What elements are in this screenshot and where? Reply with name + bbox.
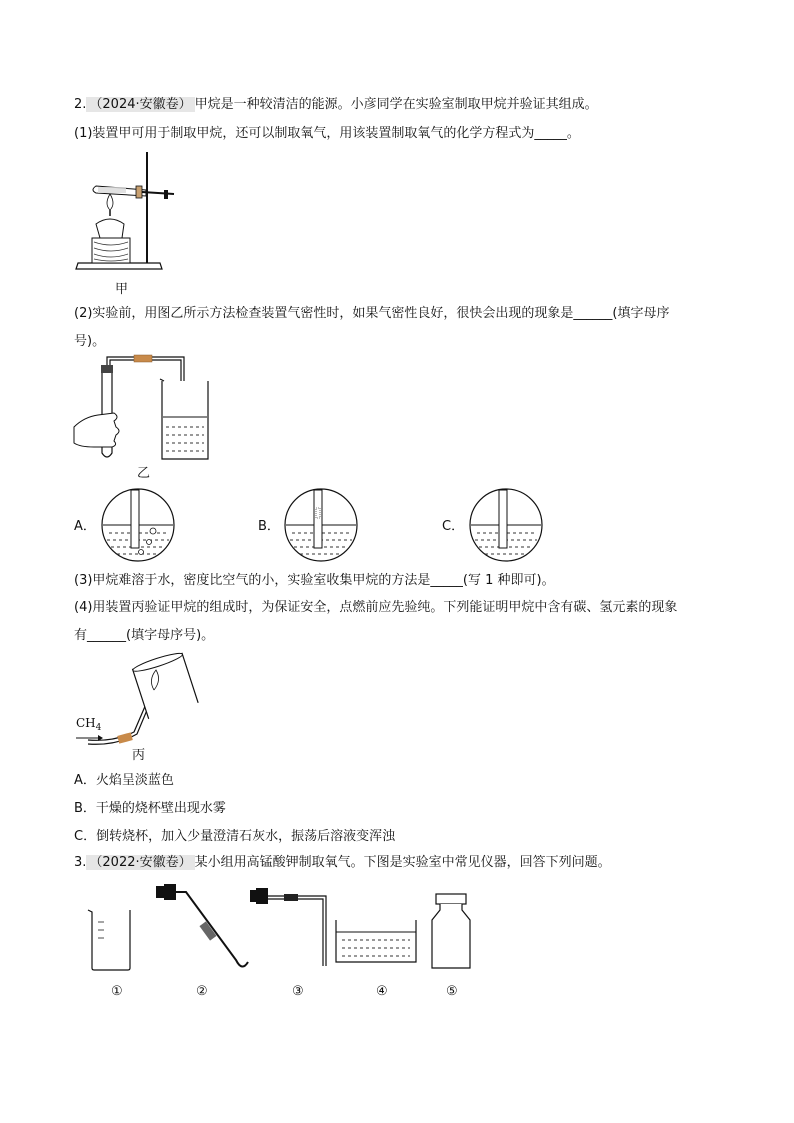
instrument-label-4: ④ [376,984,388,999]
q2-stem-text: 甲烷是一种较清洁的能源。小彦同学在实验室制取甲烷并验证其组成。 [194,97,598,112]
option-a-figure [101,488,175,566]
q2-part4-line1: (4)用装置丙验证甲烷的组成时，为保证安全，点燃前应先验纯。下列能证明甲烷中含有碳、氢元素的现象 [74,600,678,615]
option-c-figure [469,488,543,566]
q2-option-c: C．倒转烧杯，加入少量澄清石灰水，振荡后溶液变浑浊 [74,829,396,844]
instrument-label-1: ① [111,984,123,999]
q3-stem-text: 某小组用高锰酸钾制取氧气。下图是实验室中常见仪器，回答下列问题。 [194,855,611,870]
q2-option-b: B．干燥的烧杯壁出现水雾 [74,801,226,816]
q3-source-tag: （2022·安徽卷） [86,855,194,870]
q2-part2-line1: (2)实验前，用图乙所示方法检查装置气密性时，如果气密性良好，很快会出现的现象是______(填字母序 [74,306,670,321]
instrument-label-3: ③ [292,984,304,999]
option-c-drawing [469,488,543,562]
instrument-label-2: ② [196,984,208,999]
apparatus-yi-drawing [74,355,214,465]
apparatus-jia-figure [74,150,174,279]
water-trough-instrument [336,920,416,962]
q2-number: 2. [74,97,87,112]
q2-stem [74,96,598,114]
stopper-long-tube-instrument [250,888,326,966]
option-b-figure [284,488,358,566]
ch4-text: CH [76,716,96,730]
q2-part1: (1)装置甲可用于制取甲烷，还可以制取氧气，用该装置制取氧气的化学方程式为_____。 [74,126,580,141]
apparatus-jia-drawing [74,150,174,275]
figure-jia-caption: 甲 [115,282,129,297]
option-c-label: C． [442,519,465,534]
option-b-drawing [284,488,358,562]
figure-bing-caption: 丙 [132,748,146,763]
q2-part2-line2: 号)。 [74,334,106,349]
option-b-label: B． [258,519,280,534]
q2-part4-line2: 有______(填字母序号)。 [74,628,215,643]
q3-stem [74,854,611,872]
apparatus-yi-figure [74,355,214,469]
option-a-drawing [101,488,175,562]
beaker-instrument [88,910,130,970]
instrument-label-5: ⑤ [446,984,458,999]
gas-bottle-instrument [432,894,470,968]
instruments-figure [86,880,476,979]
ch4-subscript: 4 [95,723,102,733]
stopper-tube-instrument [156,884,248,967]
q2-option-a: A．火焰呈淡蓝色 [74,773,174,788]
instruments-drawing [86,880,476,975]
option-a-label: A． [74,519,96,534]
q2-part3: (3)甲烷难溶于水，密度比空气的小，实验室收集甲烷的方法是_____(写 1 种即可)。 [74,573,555,588]
q3-number: 3. [74,855,87,870]
figure-yi-caption: 乙 [137,466,151,481]
apparatus-bing-drawing [74,650,204,750]
q2-source-tag: （2024·安徽卷） [86,97,194,112]
apparatus-bing-figure [74,650,204,754]
